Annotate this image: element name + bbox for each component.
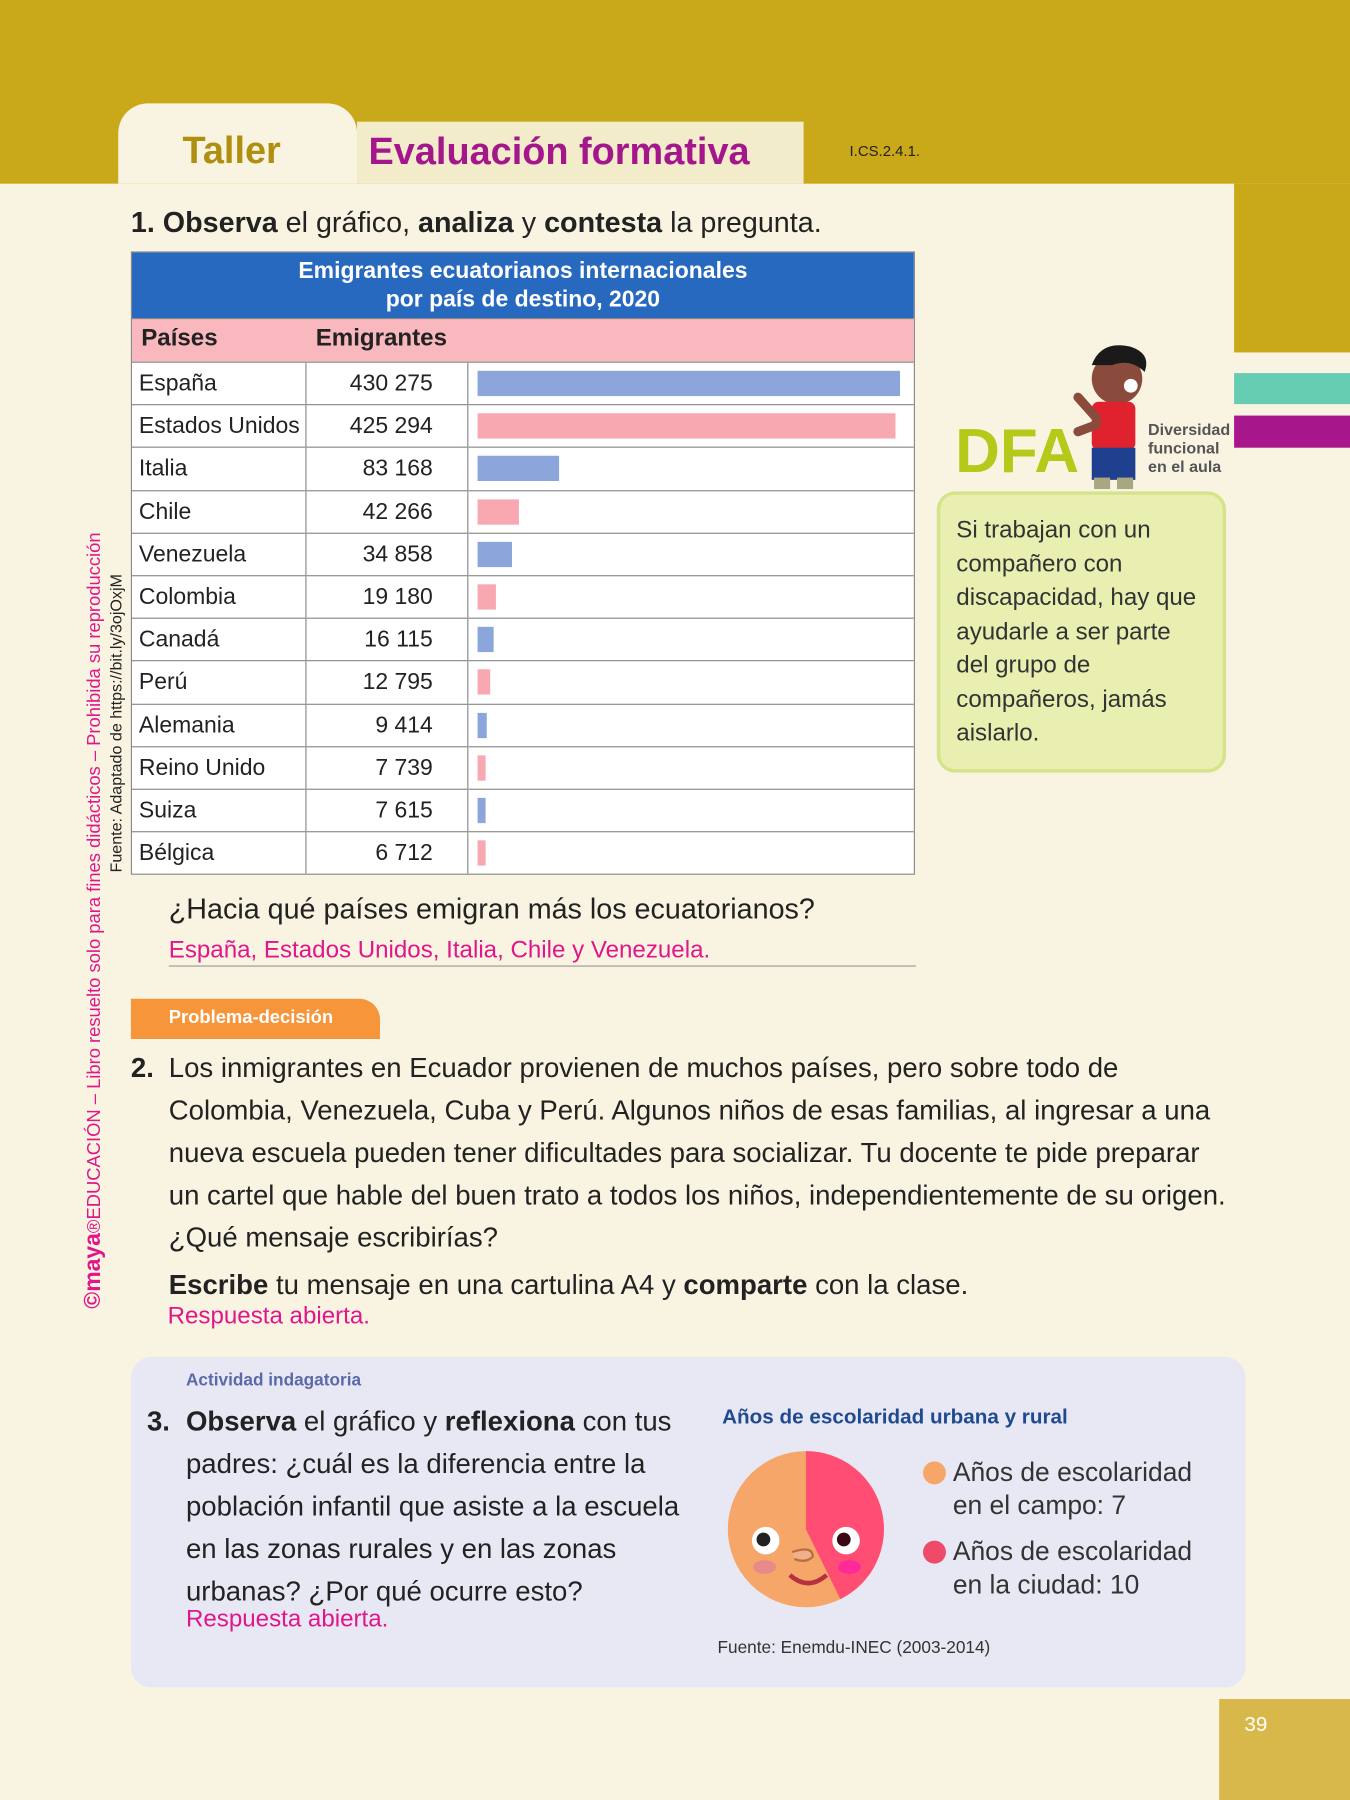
- country-cell: Alemania: [132, 704, 306, 746]
- question-1-instruction: 1. Observa el gráfico, analiza y contesta la pregunta.: [130, 206, 822, 239]
- legend-ciudad: Años de escolaridad en la ciudad: 10: [923, 1535, 1192, 1602]
- country-cell: Italia: [132, 448, 306, 490]
- source-note: Fuente: Adaptado de https://bit.ly/3ojOxjM: [106, 574, 126, 873]
- page-title: Evaluación formativa: [357, 122, 804, 184]
- answer-1: España, Estados Unidos, Italia, Chile y Venezuela.: [169, 937, 916, 967]
- table-row: [132, 703, 914, 746]
- right-band: [1234, 184, 1350, 353]
- bar-cell: [468, 448, 913, 490]
- table-row: [132, 789, 914, 832]
- value-cell: 7 615: [307, 790, 469, 832]
- question-3-block: [147, 1401, 687, 1634]
- table-row: [132, 404, 914, 447]
- country-cell: Perú: [132, 662, 306, 704]
- country-cell: Canadá: [132, 619, 306, 661]
- bar-cell: [468, 491, 913, 533]
- bar-cell: [468, 747, 913, 789]
- bar-cell: [468, 790, 913, 832]
- bar: [478, 456, 560, 481]
- value-cell: 430 275: [307, 363, 469, 405]
- bar: [478, 499, 519, 524]
- header-emigrants: Emigrantes: [315, 324, 448, 352]
- skill-code: I.CS.2.4.1.: [849, 142, 921, 160]
- value-cell: 19 180: [307, 576, 469, 618]
- table-row: [132, 490, 914, 533]
- table-row: [132, 618, 914, 661]
- bar-cell: [468, 534, 913, 576]
- bar: [478, 542, 512, 567]
- dfa-tip: Si trabajan con un compañero con discapacidad, hay que ayudarle a ser parte del grupo de compañeros, jamás aislarlo.: [937, 491, 1226, 772]
- bar: [478, 840, 486, 865]
- value-cell: 9 414: [307, 704, 469, 746]
- brand-logo: ©maya: [80, 1233, 106, 1309]
- country-cell: Bélgica: [132, 832, 306, 874]
- value-cell: 34 858: [307, 534, 469, 576]
- bar-cell: [468, 662, 913, 704]
- pie-face-chart: [726, 1449, 887, 1610]
- question-1-text: ¿Hacia qué países emigran más los ecuatorianos?: [168, 893, 815, 926]
- bar-cell: [468, 576, 913, 618]
- bar-cell: [468, 363, 913, 405]
- country-cell: Estados Unidos: [132, 405, 306, 447]
- magenta-tab: [1234, 416, 1350, 448]
- bar: [478, 584, 497, 609]
- copyright-text: ®EDUCACIÓN – Libro resuelto solo para fines didácticos – Prohibida su reproducción: [84, 532, 105, 1234]
- value-cell: 83 168: [307, 448, 469, 490]
- bar-cell: [468, 704, 913, 746]
- question-2-block: [131, 1047, 1227, 1331]
- problem-decision-tag: Problema-decisión: [131, 999, 380, 1039]
- question-2-instruction: Escribe tu mensaje en una cartulina A4 y comparte con la clase.: [168, 1269, 969, 1301]
- country-cell: Colombia: [132, 576, 306, 618]
- value-cell: 12 795: [307, 662, 469, 704]
- bar: [478, 798, 486, 823]
- country-cell: Reino Unido: [132, 747, 306, 789]
- question-2: 2. Los inmigrantes en Ecuador provienen de muchos países, pero sobre todo de Colombia, Venezuela, Cuba y Perú. Algunos niños de esas familias, al ingresar a una nueva escuela pueden tener dificultades para socializar. Tu docente te pide preparar un cartel que hable del buen trato a todos los niños, independientemente de su origen. ¿Qué mensaje escribirías?: [130, 1052, 1226, 1254]
- answer-3: Respuesta abierta.: [185, 1606, 389, 1633]
- table-row: [132, 660, 914, 703]
- value-cell: 7 739: [307, 747, 469, 789]
- country-cell: Suiza: [132, 790, 306, 832]
- bar: [478, 413, 896, 438]
- bar: [478, 755, 486, 780]
- copyright-notice: [80, 532, 106, 1309]
- question-3: 3. Observa el gráfico y reflexiona con tus padres: ¿cuál es la diferencia entre la población infantil que asiste a la escuela en las zonas rurales y en las zonas urbanas? ¿Por qué ocurre esto?: [146, 1406, 680, 1608]
- value-cell: 16 115: [307, 619, 469, 661]
- bar: [478, 371, 900, 396]
- bar-cell: [468, 832, 913, 874]
- dfa-label: Diversidad funcional en el aula: [1148, 420, 1231, 476]
- answer-2: Respuesta abierta.: [167, 1302, 370, 1330]
- table-row: [132, 532, 914, 575]
- bar: [478, 712, 487, 737]
- section-tab: Taller: [118, 103, 357, 183]
- table-row: [132, 746, 914, 789]
- bar: [478, 670, 491, 695]
- table-header: [132, 318, 914, 362]
- table-title: Emigrantes ecuatorianos internacionales por país de destino, 2020: [132, 253, 914, 318]
- dfa-logo: DFA: [955, 416, 1080, 486]
- value-cell: 42 266: [307, 491, 469, 533]
- bar: [478, 627, 494, 652]
- emigrants-table: [131, 251, 915, 875]
- activity-tag: Actividad indagatoria: [185, 1370, 362, 1391]
- value-cell: 6 712: [307, 832, 469, 874]
- country-cell: Venezuela: [132, 534, 306, 576]
- country-cell: Chile: [132, 491, 306, 533]
- teal-tab: [1234, 373, 1350, 404]
- bar-cell: [468, 619, 913, 661]
- pie-title: Años de escolaridad urbana y rural: [722, 1405, 1068, 1429]
- table-row: [132, 575, 914, 618]
- bar-cell: [468, 405, 913, 447]
- legend-campo: Años de escolaridad en el campo: 7: [923, 1456, 1192, 1523]
- table-row: [132, 831, 914, 874]
- country-cell: España: [132, 363, 306, 405]
- pie-source: Fuente: Enemdu-INEC (2003-2014): [717, 1638, 991, 1658]
- table-row: [132, 447, 914, 490]
- value-cell: 425 294: [307, 405, 469, 447]
- table-row: [132, 362, 914, 405]
- header-country: Países: [141, 324, 218, 352]
- page-number: 39: [1219, 1699, 1350, 1800]
